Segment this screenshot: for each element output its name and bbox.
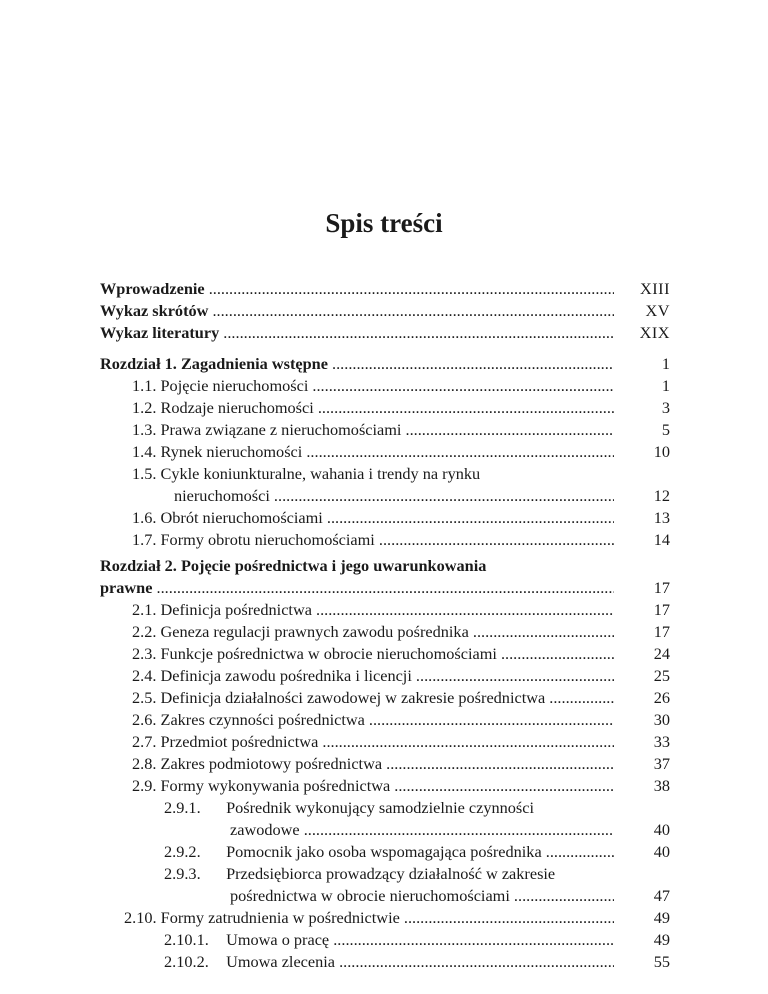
entry-page: 14	[653, 530, 670, 549]
entry-label: pośrednictwa w obrocie nieruchomościami .....	[230, 886, 614, 905]
entry-page: 33	[653, 732, 670, 751]
entry-label: Formy wykonywania pośrednictwa	[160, 776, 391, 795]
toc-entry-introduction[interactable]	[100, 278, 670, 300]
entry-number: 2.9.3.	[164, 864, 201, 883]
toc-entry-1-1[interactable]	[100, 375, 670, 397]
entry-page: 40	[653, 820, 670, 839]
entry-label: Obrót nieruchomościami	[160, 508, 323, 527]
entry-page: 1	[661, 376, 670, 395]
entry-number: 1.1.	[132, 376, 157, 395]
entry-number: 2.9.1.	[164, 798, 201, 817]
entry-label: Wykaz skrótów .....	[100, 301, 614, 320]
entry-label: Wprowadzenie .....	[100, 279, 614, 298]
entry-label: Wykaz literatury .....	[100, 323, 614, 342]
entry-page: XIX	[639, 323, 670, 342]
entry-page: 38	[653, 776, 670, 795]
entry-number: 2.10.1.	[164, 930, 209, 949]
toc-entry-2-7[interactable]	[100, 731, 670, 753]
entry-label: Przedsiębiorca prowadzący działalność w zakresie	[226, 864, 556, 883]
entry-label: Formy obrotu nieruchomościami	[160, 530, 375, 549]
entry-page: 10	[653, 442, 670, 461]
entry-page: 49	[653, 930, 670, 949]
entry-number: 2.9.2.	[164, 842, 201, 861]
toc-entry-2-10-2[interactable]	[100, 951, 670, 973]
toc-entry-2-3[interactable]	[100, 643, 670, 665]
toc-entry-2-6[interactable]	[100, 709, 670, 731]
entry-page: 12	[653, 486, 670, 505]
entry-number: 2.5.	[132, 688, 157, 707]
entry-label: Definicja pośrednictwa	[160, 600, 312, 619]
entry-page: XV	[645, 301, 670, 320]
entry-page: 26	[653, 688, 670, 707]
toc-entry-2-10-1[interactable]	[100, 929, 670, 951]
entry-label: Pomocnik jako osoba wspomagająca pośrednika	[226, 842, 542, 861]
chapter-label: prawne .....	[100, 578, 614, 597]
entry-label: Rodzaje nieruchomości	[160, 398, 314, 417]
chapter-label: Rozdział 2. Pojęcie pośrednictwa i jego uwarunkowania	[100, 556, 487, 575]
entry-label: Pojęcie nieruchomości	[160, 376, 309, 395]
table-of-contents	[100, 278, 670, 973]
entry-label: Umowa zlecenia	[226, 952, 336, 971]
entry-number: 2.3.	[132, 644, 157, 663]
entry-page: 3	[661, 398, 670, 417]
toc-entry-2-8[interactable]	[100, 753, 670, 775]
toc-entry-2-5[interactable]	[100, 687, 670, 709]
entry-page: 1	[661, 354, 670, 373]
entry-label: Formy zatrudnienia w pośrednictwie	[160, 908, 400, 927]
entry-number: 2.2.	[132, 622, 157, 641]
entry-page: 49	[653, 908, 670, 927]
toc-entry-2-9[interactable]	[100, 775, 670, 797]
entry-number: 1.3.	[132, 420, 157, 439]
entry-number: 1.6.	[132, 508, 157, 527]
entry-page: XIII	[639, 279, 670, 298]
entry-page: 40	[653, 842, 670, 861]
entry-page: 55	[653, 952, 670, 971]
entry-label: Zakres podmiotowy pośrednictwa	[160, 754, 383, 773]
toc-entry-1-3[interactable]	[100, 419, 670, 441]
entry-label: nieruchomości .....	[174, 486, 614, 505]
page-title: Spis treści	[325, 208, 443, 238]
entry-label: Pośrednik wykonujący samodzielnie czynności	[226, 798, 534, 817]
entry-number: 2.10.	[124, 908, 157, 927]
entry-page: 17	[653, 578, 670, 597]
toc-entry-1-4[interactable]	[100, 441, 670, 463]
entry-number: 1.7.	[132, 530, 157, 549]
entry-label: Umowa o pracę	[226, 930, 330, 949]
entry-label: Definicja zawodu pośrednika i licencji	[160, 666, 412, 685]
entry-number: 1.2.	[132, 398, 157, 417]
entry-page: 17	[653, 622, 670, 641]
entry-page: 5	[661, 420, 670, 439]
toc-entry-2-9-1[interactable]	[100, 797, 670, 819]
entry-label: Definicja działalności zawodowej w zakresie pośrednictwa	[160, 688, 546, 707]
entry-label: Funkcje pośrednictwa w obrocie nieruchomościami	[160, 644, 497, 663]
entry-label: Cykle koniunkturalne, wahania i trendy na rynku	[160, 464, 481, 483]
entry-page: 25	[653, 666, 670, 685]
entry-label: Rynek nieruchomości	[160, 442, 303, 461]
entry-number: 2.4.	[132, 666, 157, 685]
toc-entry-2-1[interactable]	[100, 599, 670, 621]
toc-entry-abbreviations[interactable]	[100, 300, 670, 322]
entry-page: 13	[653, 508, 670, 527]
toc-chapter-1[interactable]	[100, 353, 670, 375]
entry-page: 24	[653, 644, 670, 663]
entry-number: 2.8.	[132, 754, 157, 773]
toc-entry-2-2[interactable]	[100, 621, 670, 643]
entry-number: 1.5.	[132, 464, 157, 483]
toc-entry-2-9-3[interactable]	[100, 863, 670, 885]
toc-entry-1-6[interactable]	[100, 507, 670, 529]
toc-entry-literature[interactable]	[100, 322, 670, 344]
toc-entry-2-9-1-continued[interactable]	[100, 819, 670, 841]
toc-entry-2-4[interactable]	[100, 665, 670, 687]
chapter-label: Rozdział 1. Zagadnienia wstępne .....	[100, 354, 614, 373]
entry-label: zawodowe .....	[230, 820, 614, 839]
entry-number: 2.7.	[132, 732, 157, 751]
toc-entry-2-9-2[interactable]	[100, 841, 670, 863]
toc-entry-1-5[interactable]	[100, 463, 670, 485]
entry-number: 2.10.2.	[164, 952, 209, 971]
entry-page: 30	[653, 710, 670, 729]
entry-label: Zakres czynności pośrednictwa	[160, 710, 365, 729]
entry-page: 47	[653, 886, 670, 905]
entry-number: 1.4.	[132, 442, 157, 461]
toc-entry-2-10[interactable]	[100, 907, 670, 929]
toc-chapter-2-continued[interactable]	[100, 577, 670, 599]
toc-entry-2-9-3-continued[interactable]	[100, 885, 670, 907]
entry-label: Przedmiot pośrednictwa	[160, 732, 319, 751]
entry-label: Geneza regulacji prawnych zawodu pośrednika	[160, 622, 469, 641]
toc-entry-1-5-continued[interactable]	[100, 485, 670, 507]
entry-number: 2.1.	[132, 600, 157, 619]
entry-number: 2.6.	[132, 710, 157, 729]
entry-label: Prawa związane z nieruchomościami	[160, 420, 402, 439]
toc-entry-1-7[interactable]	[100, 529, 670, 551]
toc-chapter-2[interactable]	[100, 555, 670, 577]
entry-number: 2.9.	[132, 776, 157, 795]
toc-entry-1-2[interactable]	[100, 397, 670, 419]
entry-page: 37	[653, 754, 670, 773]
entry-page: 17	[653, 600, 670, 619]
